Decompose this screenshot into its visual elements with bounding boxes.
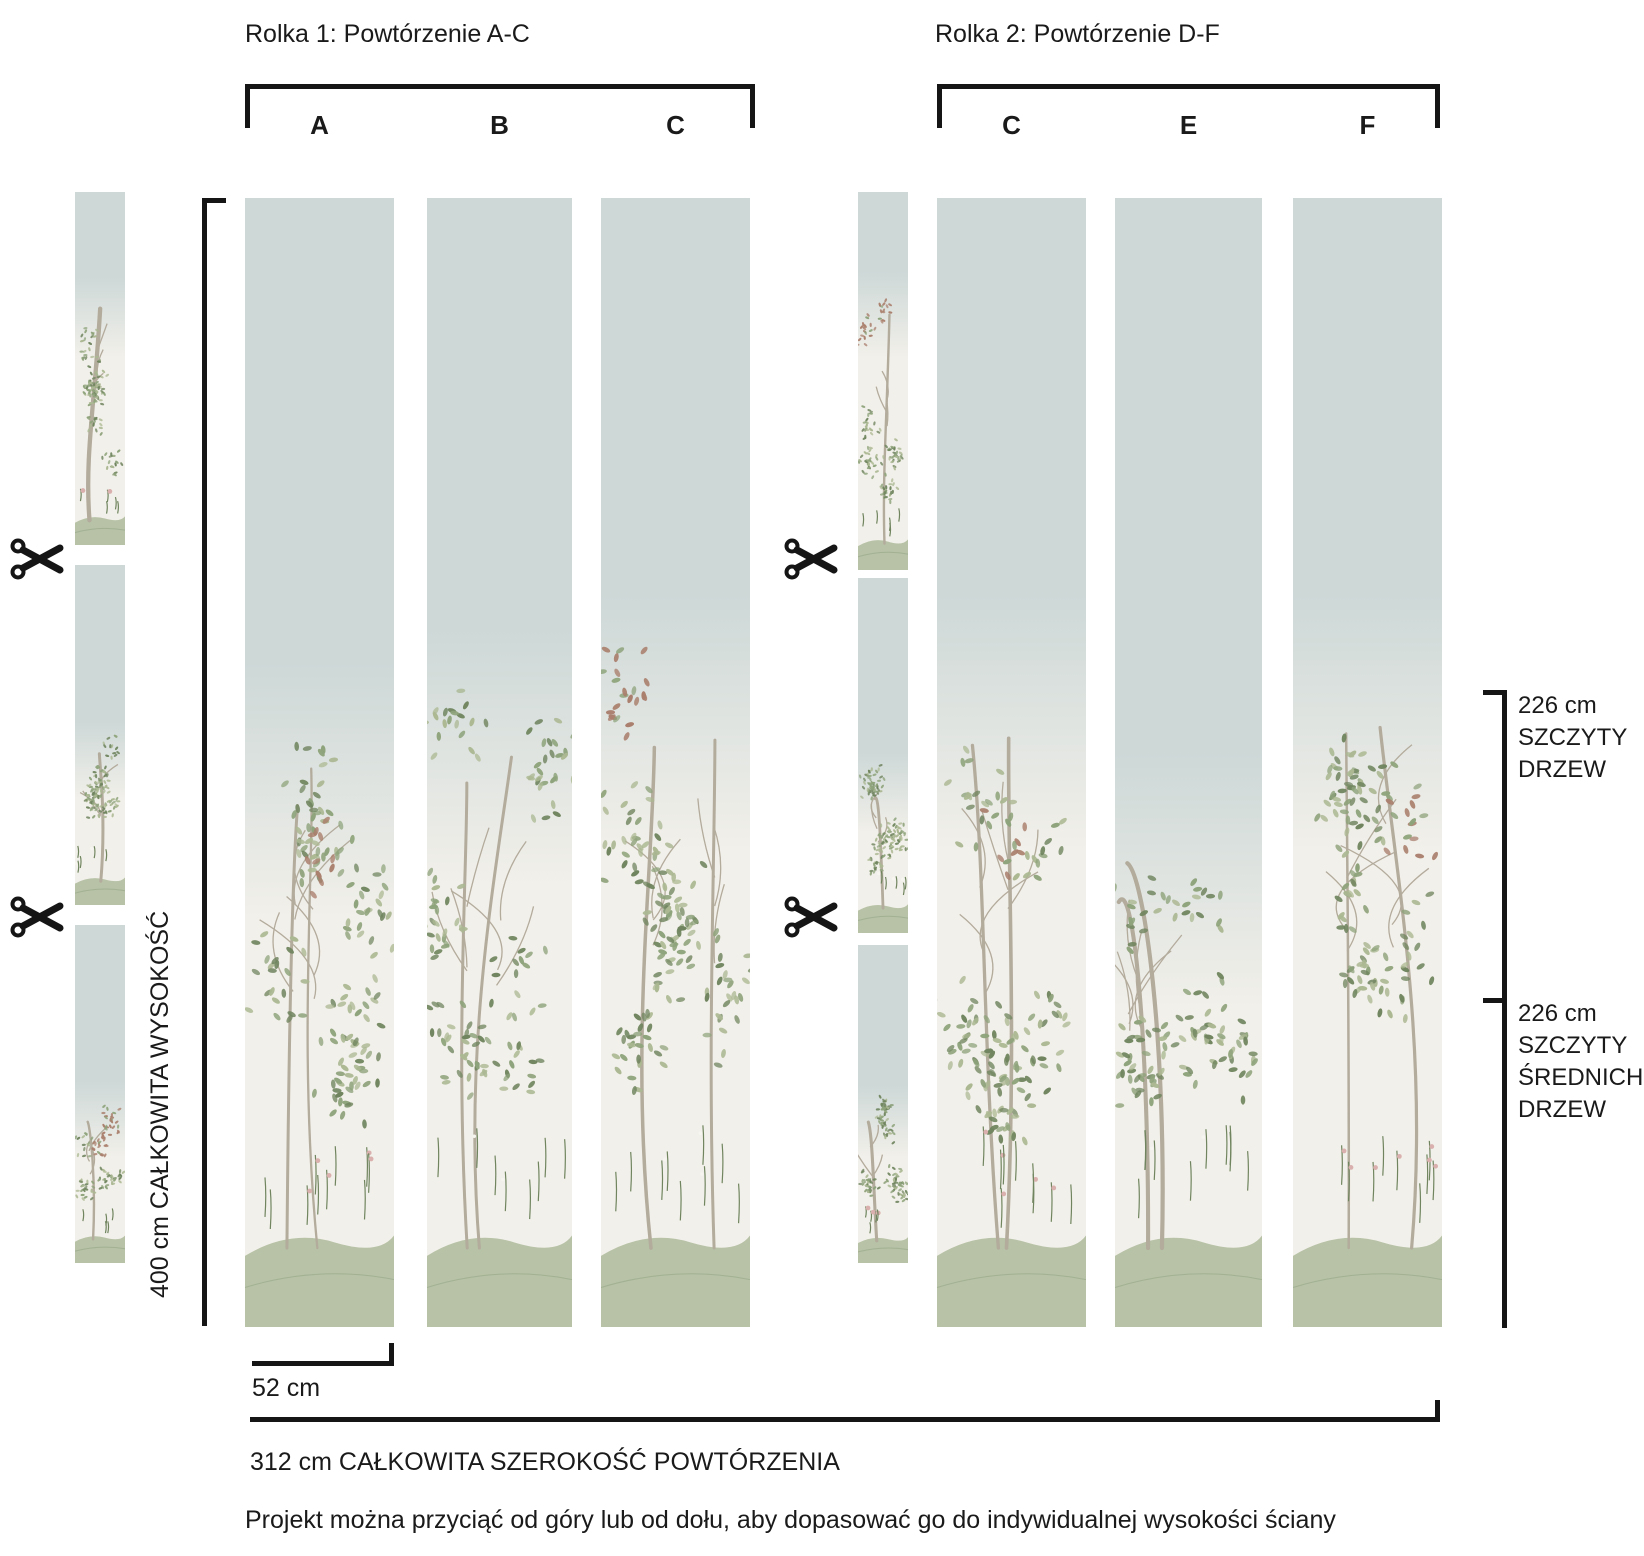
panel-label-c2: C — [1002, 110, 1021, 140]
wallpaper-panel-c2 — [937, 198, 1086, 1327]
panel-width-bracket — [252, 1343, 394, 1366]
scissors-icon — [9, 890, 65, 944]
medium-tree-tops-label — [1518, 998, 1643, 1126]
tree-tops-label-line: SZCZYTY — [1518, 724, 1628, 751]
left-thumbnail-segment-1 — [75, 192, 125, 545]
footnote: Projekt można przyciąć od góry lub od dołu, aby dopasować go do indywidualnej wysokości ściany — [245, 1506, 1336, 1534]
panel-label-a: A — [310, 110, 329, 140]
total-height-label: 400 cm CAŁKOWITA WYSOKOŚĆ — [146, 910, 174, 1298]
tree-tops-dimension-line — [1502, 690, 1507, 1328]
tree-tops-tick-upper — [1483, 690, 1507, 695]
right-thumbnail-segment-2 — [858, 578, 908, 933]
wallpaper-panel-e — [1115, 198, 1262, 1327]
wallpaper-panel-c — [601, 198, 750, 1327]
scissors-icon — [783, 532, 839, 586]
panel-label-c: C — [666, 110, 685, 140]
scissors-icon — [9, 532, 65, 586]
wallpaper-panel-b — [427, 198, 572, 1327]
panel-label-e: E — [1179, 110, 1198, 140]
wallpaper-panel-f — [1293, 198, 1442, 1327]
tree-tops-label — [1518, 690, 1627, 786]
medium-tree-tops-label-line: DRZEW — [1518, 1096, 1606, 1123]
roll2-title: Rolka 2: Powtórzenie D-F — [935, 20, 1220, 48]
tree-tops-label-line: 226 cm — [1518, 692, 1597, 719]
wallpaper-panel-a — [245, 198, 394, 1327]
repeat-width-label: 312 cm CAŁKOWITA SZEROKOŚĆ POWTÓRZENIA — [250, 1448, 840, 1476]
tree-tops-tick-middle — [1483, 998, 1507, 1003]
roll1-title: Rolka 1: Powtórzenie A-C — [245, 20, 530, 48]
medium-tree-tops-label-line: ŚREDNICH — [1518, 1064, 1644, 1091]
panel-width-label: 52 cm — [252, 1374, 321, 1402]
repeat-width-line — [250, 1400, 1440, 1422]
scissors-icon — [783, 890, 839, 944]
tree-tops-label-line: DRZEW — [1518, 756, 1606, 783]
left-thumbnail-segment-2 — [75, 565, 125, 905]
right-thumbnail-segment-1 — [858, 192, 908, 570]
panel-label-b: B — [490, 110, 509, 140]
left-thumbnail-segment-3 — [75, 925, 125, 1263]
panel-label-f: F — [1359, 110, 1376, 140]
medium-tree-tops-label-line: 226 cm — [1518, 1000, 1597, 1027]
medium-tree-tops-label-line: SZCZYTY — [1518, 1032, 1628, 1059]
right-thumbnail-segment-3 — [858, 945, 908, 1263]
total-height-dimension-line — [202, 198, 226, 1326]
